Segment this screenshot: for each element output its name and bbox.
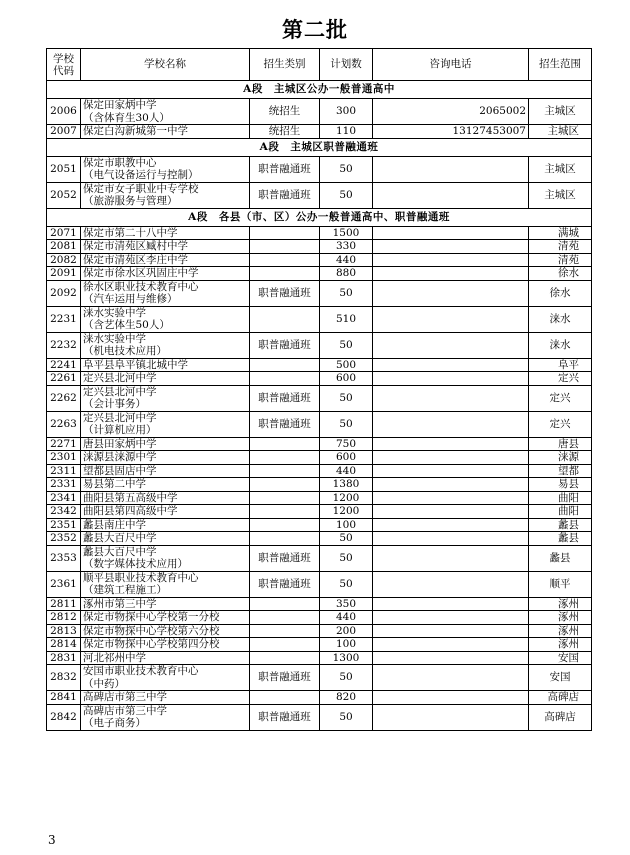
school-code: 2814	[47, 638, 81, 652]
school-code: 2091	[47, 267, 81, 281]
header-range: 招生范围	[529, 49, 592, 81]
admission-range: 主城区	[529, 156, 592, 182]
school-name	[81, 226, 250, 240]
school-code: 2342	[47, 505, 81, 519]
contact-phone	[373, 624, 529, 638]
section-title: A段 主城区公办一般普通高中	[47, 81, 592, 99]
plan-count: 600	[320, 451, 373, 465]
admission-range: 定兴	[529, 385, 592, 411]
admission-category: 职普融通班	[250, 665, 320, 691]
plan-count: 1200	[320, 491, 373, 505]
table-row	[47, 651, 592, 665]
school-name-line2: （含艺体生50人）	[83, 319, 170, 331]
contact-phone	[373, 358, 529, 372]
section-title: A段 各县（市、区）公办一般普通高中、职普融通班	[47, 208, 592, 226]
school-name-line2: （汽车运用与维修）	[83, 293, 178, 305]
school-code: 2353	[47, 545, 81, 571]
school-code: 2811	[47, 597, 81, 611]
school-name	[81, 518, 250, 532]
contact-phone	[373, 267, 529, 281]
admission-range: 主城区	[529, 99, 592, 125]
school-name	[81, 267, 250, 281]
admission-category	[250, 372, 320, 386]
admission-category: 职普融通班	[250, 182, 320, 208]
plan-count: 500	[320, 358, 373, 372]
school-code: 2241	[47, 358, 81, 372]
table-row	[47, 505, 592, 519]
admission-table	[46, 48, 592, 731]
school-name-line2: （计算机应用）	[83, 424, 157, 436]
school-name-line1: 保定市徐水区巩固庄中学	[83, 267, 199, 279]
admission-range: 涞水	[529, 306, 592, 332]
admission-category	[250, 611, 320, 625]
table-row	[47, 156, 592, 182]
admission-category: 职普融通班	[250, 332, 320, 358]
plan-count: 1300	[320, 651, 373, 665]
admission-category	[250, 691, 320, 705]
contact-phone	[373, 505, 529, 519]
page-number: 3	[48, 833, 56, 847]
school-name-line1: 保定市物探中心学校第一分校	[83, 611, 220, 623]
admission-category	[250, 478, 320, 492]
school-name-line1: 保定市清苑区李庄中学	[83, 253, 188, 266]
contact-phone	[373, 464, 529, 478]
school-name	[81, 437, 250, 451]
section-title: A段 主城区职普融通班	[47, 138, 592, 156]
admission-category	[250, 451, 320, 465]
contact-phone	[373, 411, 529, 437]
school-name-line1: 保定市职教中心	[83, 156, 157, 169]
plan-count: 50	[320, 571, 373, 597]
table-row	[47, 411, 592, 437]
plan-count: 440	[320, 253, 373, 267]
table-row	[47, 451, 592, 465]
school-name	[81, 464, 250, 478]
school-name-line1: 涞水实验中学	[83, 332, 146, 345]
table-row	[47, 125, 592, 139]
table-row	[47, 691, 592, 705]
admission-range: 高碑店	[529, 691, 592, 705]
table-row	[47, 545, 592, 571]
plan-count: 50	[320, 332, 373, 358]
plan-count: 440	[320, 611, 373, 625]
plan-count: 300	[320, 99, 373, 125]
admission-range: 清苑	[529, 253, 592, 267]
school-name	[81, 372, 250, 386]
school-name	[81, 571, 250, 597]
table-row	[47, 624, 592, 638]
page-title: 第二批	[282, 18, 348, 42]
school-code: 2262	[47, 385, 81, 411]
admission-range: 易县	[529, 478, 592, 492]
school-name	[81, 253, 250, 267]
contact-phone	[373, 597, 529, 611]
admission-category	[250, 267, 320, 281]
school-code: 2007	[47, 125, 81, 139]
admission-range: 徐水	[529, 280, 592, 306]
table-row	[47, 385, 592, 411]
admission-category	[250, 597, 320, 611]
contact-phone	[373, 156, 529, 182]
plan-count: 50	[320, 545, 373, 571]
table-row	[47, 478, 592, 492]
table-row	[47, 464, 592, 478]
school-name	[81, 638, 250, 652]
contact-phone	[373, 226, 529, 240]
school-name	[81, 491, 250, 505]
school-code: 2232	[47, 332, 81, 358]
school-code: 2051	[47, 156, 81, 182]
section-row	[47, 81, 592, 99]
school-name-line1: 徐水区职业技术教育中心	[83, 280, 199, 293]
school-code: 2092	[47, 280, 81, 306]
admission-range: 涿州	[529, 597, 592, 611]
school-name	[81, 99, 250, 125]
contact-phone	[373, 306, 529, 332]
school-name-line1: 保定田家炳中学	[83, 99, 157, 111]
table-row	[47, 226, 592, 240]
admission-category: 职普融通班	[250, 156, 320, 182]
school-name	[81, 691, 250, 705]
school-name-line1: 保定白沟新城第一中学	[83, 125, 188, 137]
contact-phone	[373, 253, 529, 267]
school-name	[81, 665, 250, 691]
school-name	[81, 306, 250, 332]
plan-count: 330	[320, 240, 373, 254]
school-code: 2331	[47, 478, 81, 492]
school-name-line1: 唐县田家炳中学	[83, 437, 157, 450]
school-name	[81, 240, 250, 254]
plan-count: 50	[320, 156, 373, 182]
table-row	[47, 182, 592, 208]
school-name-line1: 涞源县涞源中学	[83, 451, 157, 463]
contact-phone: 2065002	[373, 99, 529, 125]
table-row	[47, 665, 592, 691]
school-name-line2: （旅游服务与管理）	[83, 195, 178, 207]
school-code: 2352	[47, 532, 81, 546]
contact-phone	[373, 491, 529, 505]
contact-phone	[373, 385, 529, 411]
school-code: 2351	[47, 518, 81, 532]
contact-phone	[373, 691, 529, 705]
admission-category: 职普融通班	[250, 571, 320, 597]
contact-phone	[373, 437, 529, 451]
admission-range: 定兴	[529, 372, 592, 386]
admission-category	[250, 240, 320, 254]
admission-range: 高碑店	[529, 704, 592, 730]
admission-range: 安国	[529, 651, 592, 665]
admission-range: 满城	[529, 226, 592, 240]
contact-phone	[373, 518, 529, 532]
school-name-line1: 保定市清苑区臧村中学	[83, 240, 188, 252]
school-name-line1: 曲阳县第五高级中学	[83, 491, 178, 504]
school-name	[81, 611, 250, 625]
school-name-line1: 曲阳县第四高级中学	[83, 505, 178, 517]
plan-count: 440	[320, 464, 373, 478]
school-name-line2: （会计事务）	[83, 398, 146, 410]
school-name-line1: 易县第二中学	[83, 478, 146, 490]
admission-range: 曲阳	[529, 505, 592, 519]
school-name	[81, 156, 250, 182]
admission-range: 曲阳	[529, 491, 592, 505]
school-name-line2: （电气设备运行与控制）	[83, 169, 199, 181]
table-row	[47, 99, 592, 125]
plan-count: 50	[320, 280, 373, 306]
contact-phone	[373, 332, 529, 358]
admission-range: 涿州	[529, 624, 592, 638]
school-name	[81, 532, 250, 546]
admission-category: 职普融通班	[250, 704, 320, 730]
school-name-line1: 安国市职业技术教育中心	[83, 665, 199, 677]
school-name-line1: 蠡县大百尺中学	[83, 545, 157, 558]
school-name-line2: （建筑工程施工）	[83, 584, 167, 596]
plan-count: 880	[320, 267, 373, 281]
table-row	[47, 437, 592, 451]
admission-category	[250, 651, 320, 665]
school-code: 2842	[47, 704, 81, 730]
school-name	[81, 358, 250, 372]
admission-range: 顺平	[529, 571, 592, 597]
school-code: 2812	[47, 611, 81, 625]
school-code: 2832	[47, 665, 81, 691]
admission-category	[250, 464, 320, 478]
school-name-line1: 顺平县职业技术教育中心	[83, 571, 199, 584]
plan-count: 1380	[320, 478, 373, 492]
school-name	[81, 411, 250, 437]
header-category: 招生类别	[250, 49, 320, 81]
school-name	[81, 505, 250, 519]
school-name-line1: 阜平县阜平镇北城中学	[83, 358, 188, 371]
admission-range: 主城区	[529, 125, 592, 139]
contact-phone	[373, 545, 529, 571]
plan-count: 100	[320, 638, 373, 652]
plan-count: 1200	[320, 505, 373, 519]
plan-count: 50	[320, 182, 373, 208]
plan-count: 50	[320, 704, 373, 730]
table-row	[47, 280, 592, 306]
school-name-line2: （数字媒体技术应用）	[83, 558, 188, 570]
admission-category	[250, 624, 320, 638]
plan-count: 350	[320, 597, 373, 611]
school-code: 2263	[47, 411, 81, 437]
contact-phone	[373, 478, 529, 492]
admission-range: 安国	[529, 665, 592, 691]
admission-category: 职普融通班	[250, 545, 320, 571]
school-name-line1: 定兴县北河中学	[83, 411, 157, 424]
admission-range: 定兴	[529, 411, 592, 437]
plan-count: 50	[320, 411, 373, 437]
section-row	[47, 208, 592, 226]
school-code: 2341	[47, 491, 81, 505]
school-name	[81, 385, 250, 411]
admission-category	[250, 532, 320, 546]
school-code: 2081	[47, 240, 81, 254]
table-row	[47, 358, 592, 372]
contact-phone	[373, 611, 529, 625]
plan-count: 100	[320, 518, 373, 532]
school-code: 2006	[47, 99, 81, 125]
table-body	[47, 81, 592, 731]
contact-phone	[373, 182, 529, 208]
table-row	[47, 704, 592, 730]
contact-phone	[373, 665, 529, 691]
school-name	[81, 451, 250, 465]
school-name-line1: 高碑店市第三中学	[83, 691, 167, 703]
school-code: 2361	[47, 571, 81, 597]
school-code: 2813	[47, 624, 81, 638]
school-name-line1: 涿州市第三中学	[83, 597, 157, 610]
contact-phone	[373, 372, 529, 386]
table-row	[47, 597, 592, 611]
header-phone: 咨询电话	[373, 49, 529, 81]
school-name	[81, 704, 250, 730]
admission-range: 蠡县	[529, 532, 592, 546]
school-code: 2261	[47, 372, 81, 386]
school-name-line1: 定兴县北河中学	[83, 372, 157, 384]
plan-count: 110	[320, 125, 373, 139]
school-code: 2301	[47, 451, 81, 465]
admission-range: 望都	[529, 464, 592, 478]
admission-category	[250, 505, 320, 519]
admission-category	[250, 491, 320, 505]
table-row	[47, 306, 592, 332]
contact-phone	[373, 571, 529, 597]
header-code: 学校 代码	[47, 49, 81, 81]
admission-category: 统招生	[250, 125, 320, 139]
admission-category: 职普融通班	[250, 411, 320, 437]
school-code: 2831	[47, 651, 81, 665]
admission-range: 清苑	[529, 240, 592, 254]
plan-count: 200	[320, 624, 373, 638]
admission-range: 涞水	[529, 332, 592, 358]
school-name-line2: （电子商务）	[83, 717, 146, 729]
admission-category	[250, 306, 320, 332]
table-row	[47, 332, 592, 358]
school-code: 2052	[47, 182, 81, 208]
plan-count: 1500	[320, 226, 373, 240]
school-name	[81, 125, 250, 139]
admission-category	[250, 437, 320, 451]
school-name	[81, 280, 250, 306]
admission-range: 涞源	[529, 451, 592, 465]
school-code: 2271	[47, 437, 81, 451]
school-code: 2071	[47, 226, 81, 240]
table-row	[47, 571, 592, 597]
school-name-line1: 涞水实验中学	[83, 306, 146, 319]
plan-count: 50	[320, 385, 373, 411]
school-name	[81, 651, 250, 665]
table-row	[47, 372, 592, 386]
table-row	[47, 638, 592, 652]
contact-phone	[373, 704, 529, 730]
admission-range: 蠡县	[529, 518, 592, 532]
admission-category: 职普融通班	[250, 385, 320, 411]
school-name	[81, 182, 250, 208]
table-row	[47, 253, 592, 267]
table-row	[47, 611, 592, 625]
school-code: 2311	[47, 464, 81, 478]
plan-count: 750	[320, 437, 373, 451]
header-plan: 计划数	[320, 49, 373, 81]
contact-phone	[373, 638, 529, 652]
section-row	[47, 138, 592, 156]
school-name-line1: 河北祁州中学	[83, 651, 146, 664]
plan-count: 820	[320, 691, 373, 705]
admission-category	[250, 253, 320, 267]
plan-count: 50	[320, 532, 373, 546]
admission-category	[250, 518, 320, 532]
plan-count: 50	[320, 665, 373, 691]
table-row	[47, 491, 592, 505]
admission-category: 职普融通班	[250, 280, 320, 306]
admission-category	[250, 358, 320, 372]
admission-range: 徐水	[529, 267, 592, 281]
contact-phone	[373, 451, 529, 465]
school-name	[81, 545, 250, 571]
admission-range: 主城区	[529, 182, 592, 208]
school-code: 2841	[47, 691, 81, 705]
school-name	[81, 624, 250, 638]
table-row	[47, 518, 592, 532]
school-name-line1: 保定市物探中心学校第四分校	[83, 638, 220, 650]
contact-phone	[373, 532, 529, 546]
school-name-line1: 保定市第二十八中学	[83, 226, 178, 239]
table-row	[47, 267, 592, 281]
admission-range: 阜平	[529, 358, 592, 372]
contact-phone	[373, 651, 529, 665]
admission-category	[250, 638, 320, 652]
school-code: 2231	[47, 306, 81, 332]
school-name-line2: （中药）	[83, 677, 125, 690]
header-name: 学校名称	[81, 49, 250, 81]
school-code: 2082	[47, 253, 81, 267]
school-name-line1: 保定市女子职业中专学校	[83, 182, 199, 195]
school-name	[81, 478, 250, 492]
school-name-line1: 蠡县大百尺中学	[83, 532, 157, 544]
school-name-line2: （机电技术应用）	[83, 345, 167, 357]
admission-range: 涿州	[529, 611, 592, 625]
plan-count: 510	[320, 306, 373, 332]
admission-range: 涿州	[529, 638, 592, 652]
admission-range: 唐县	[529, 437, 592, 451]
table-row	[47, 240, 592, 254]
contact-phone	[373, 240, 529, 254]
admission-range: 蠡县	[529, 545, 592, 571]
school-name-line2: （含体育生30人）	[83, 111, 170, 124]
table-row	[47, 532, 592, 546]
school-name	[81, 597, 250, 611]
admission-category: 统招生	[250, 99, 320, 125]
school-name-line1: 高碑店市第三中学	[83, 704, 167, 717]
school-name-line1: 望都县固店中学	[83, 464, 157, 477]
table-header-row	[47, 49, 592, 81]
school-name-line1: 蠡县南庄中学	[83, 518, 146, 531]
admission-category	[250, 226, 320, 240]
school-name	[81, 332, 250, 358]
contact-phone	[373, 280, 529, 306]
plan-count: 600	[320, 372, 373, 386]
school-name-line1: 保定市物探中心学校第六分校	[83, 624, 220, 637]
school-name-line1: 定兴县北河中学	[83, 385, 157, 398]
contact-phone: 13127453007	[373, 125, 529, 139]
